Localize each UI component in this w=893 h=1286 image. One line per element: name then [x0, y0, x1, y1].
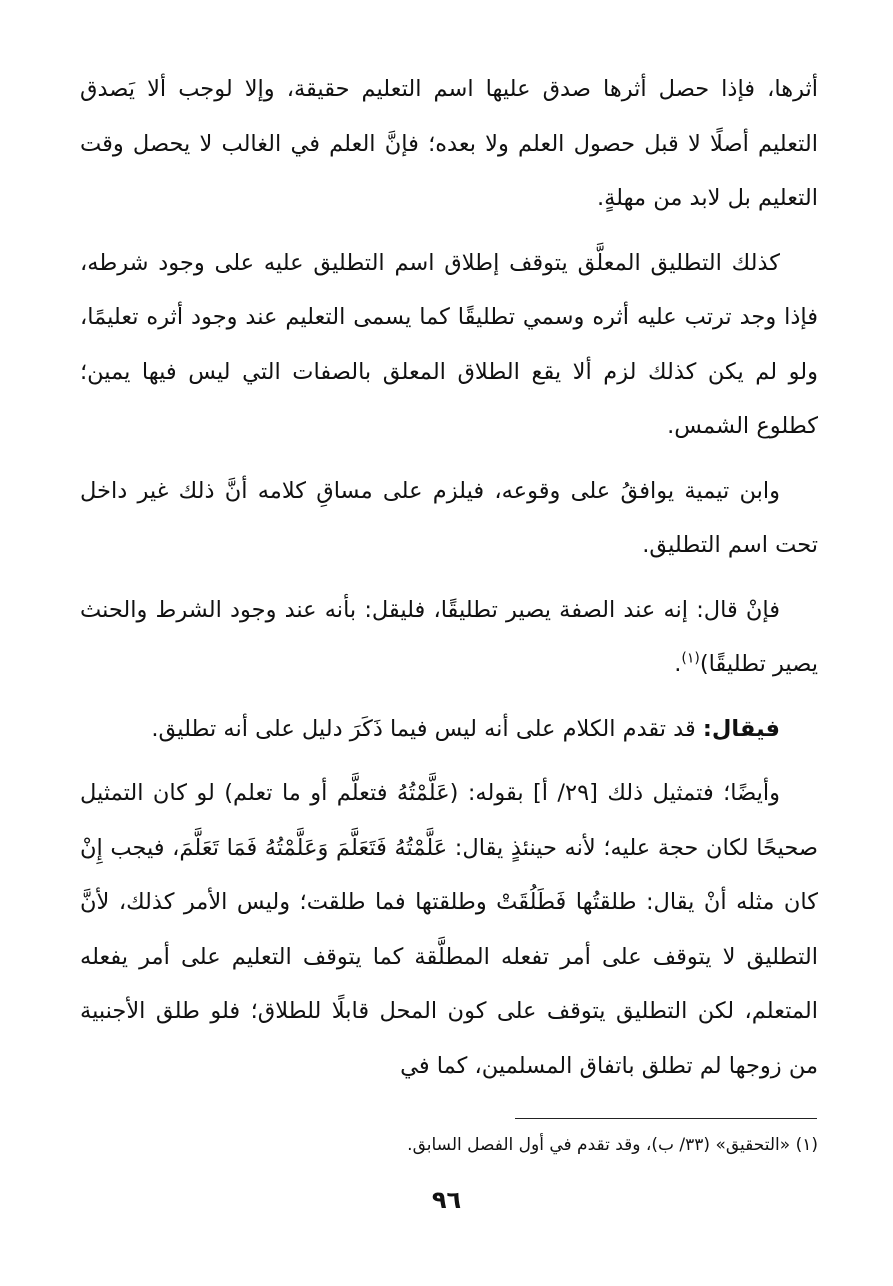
- footnote-reference: (١): [681, 650, 700, 667]
- paragraph-6: وأيضًا؛ فتمثيل ذلك [٢٩/ أ] بقوله: (عَلَّمْتُهُ فتعلَّم أو ما تعلم) لو كان التمثيل صحيحًا لكان حجة عليه؛ لأنه حينئذٍ يقال: عَلَّمْتُهُ فَتَعَلَّمَ وَعَلَّمْتُهُ فَمَا تَعَلَّمَ، فيجب إِنْ كان مثله أنْ يقال: طلقتُها فَطَلُقَتْ وطلقتها فما طلقت؛ وليس الأمر كذلك، لأنَّ التطليق لا يتوقف على أمر تفعله المطلَّقة كما يتوقف التعليم على أمر يفعله المتعلم، لكن التطليق يتوقف على كون المحل قابلًا للطلاق؛ فلو طلق الأجنبية من زوجها لم تطلق باتفاق المسلمين، كما في: [80, 780, 818, 1079]
- paragraph-4: [80, 583, 818, 692]
- paragraph-3: وابن تيمية يوافقُ على وقوعه، فيلزم على مساقِ كلامه أنَّ ذلك غير داخل تحت اسم التطليق.: [80, 477, 818, 558]
- paragraph-5: [80, 702, 818, 757]
- footnote-divider: [515, 1118, 817, 1119]
- page-number: ٩٦: [431, 1186, 462, 1214]
- paragraph-5-lead: فيقال:: [702, 715, 780, 742]
- paragraph-4-end: .: [674, 651, 682, 677]
- main-text: [80, 62, 818, 1103]
- paragraph-4-text: فإنْ قال: إنه عند الصفة يصير تطليقًا، فليقل: بأنه عند وجود الشرط والحنث يصير تطليقًا): [80, 596, 818, 677]
- paragraph-1: أثرها، فإذا حصل أثرها صدق عليها اسم التعليم حقيقة، وإلا لوجب ألا يَصدق التعليم أصلًا لا قبل حصول العلم ولا بعده؛ فإنَّ العلم في الغالب لا يحصل وقت التعليم بل لابد من مهلةٍ.: [80, 76, 818, 211]
- footnote: (١) «التحقيق» (٣٣/ ب)، وقد تقدم في أول الفصل السابق.: [407, 1135, 818, 1155]
- paragraph-5-text: قد تقدم الكلام على أنه ليس فيما ذَكَرَ دليل على أنه تطليق.: [151, 715, 696, 742]
- paragraph-2: كذلك التطليق المعلَّق يتوقف إطلاق اسم التطليق عليه على وجود شرطه، فإذا وجد ترتب عليه أثره وسمي تطليقًا كما يسمى التعليم عند وجود أثره تعليمًا، ولو لم يكن كذلك لزم ألا يقع الطلاق المعلق بالصفات التي ليس فيها يمين؛ كطلوع الشمس.: [80, 249, 818, 439]
